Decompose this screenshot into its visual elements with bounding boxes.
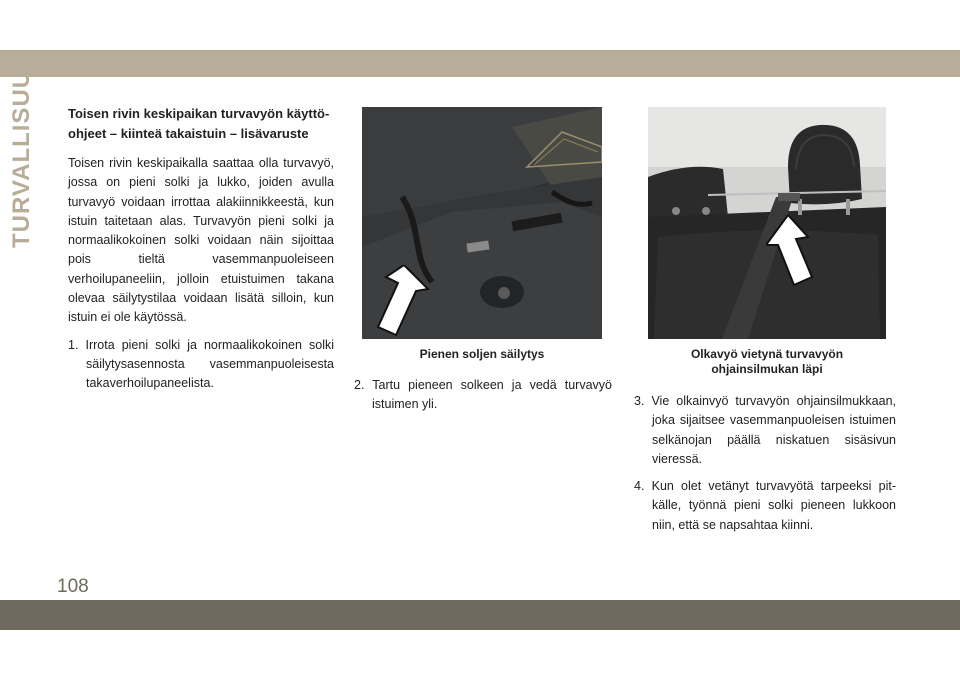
figure-caption-storage: Pienen soljen säilytys (419, 347, 545, 361)
figure-caption-belt-guide: Olkavyö vietynä turvavyön ohjainsilmukan läpi (690, 347, 844, 376)
text-column-left (68, 104, 334, 394)
step-1: 1. Irrota pieni solki ja normaalikokoinen solki säilytysasennosta vasemmanpuoleisesta takaverhoilupaneelista. (68, 337, 334, 391)
section-side-label: TURVALLISUUS (8, 52, 35, 248)
header-band (0, 50, 960, 77)
text-column-right (634, 392, 896, 535)
section-heading: Toisen rivin keskipaikan turvavyön käyttöohjeet – kiinteä takaistuin – lisävaruste (68, 106, 330, 141)
intro-paragraph: Toisen rivin keskipaikalla saattaa olla turvavyö, jossa on pieni solki ja lukko, joiden avulla turvavyö voidaan irrottaa alakiinnikkeestä, kun istuin taitetaan alas. Turvavyön pieni solki ja normaalikokoinen solki voidaan näin sijoittaa pois tieltä vasemmanpuoleiseen verhoilupaneeliin, jolloin etuistuimen takana olevaa säilytystilaa voidaan lisätä silloin, kun istuin ei ole käytössä. (68, 156, 334, 325)
footer-band (0, 600, 960, 630)
step-2: 2. Tartu pieneen solkeen ja vedä turvavyö istuimen yli. (354, 378, 612, 412)
figure-shoulder-belt-guide (648, 107, 886, 339)
step-4: 4. Kun olet vetänyt turvavyötä tarpeeksi pitkälle, työnnä pieni solki pieneen lukkoon niin, että se napsahtaa kiinni. (634, 479, 896, 532)
page-number: 108 (57, 576, 89, 597)
step-3: 3. Vie olkainvyö turvavyön ohjainsilmukkaan, joka sijaitsee vasemmanpuoleisen istuimen selkänojan päällä niskatuen sisäsivun vieressä. (634, 394, 896, 466)
arrow-icon (370, 265, 430, 337)
figure-small-buckle-storage (362, 107, 602, 339)
text-column-middle (354, 376, 612, 415)
arrow-icon (766, 215, 826, 287)
